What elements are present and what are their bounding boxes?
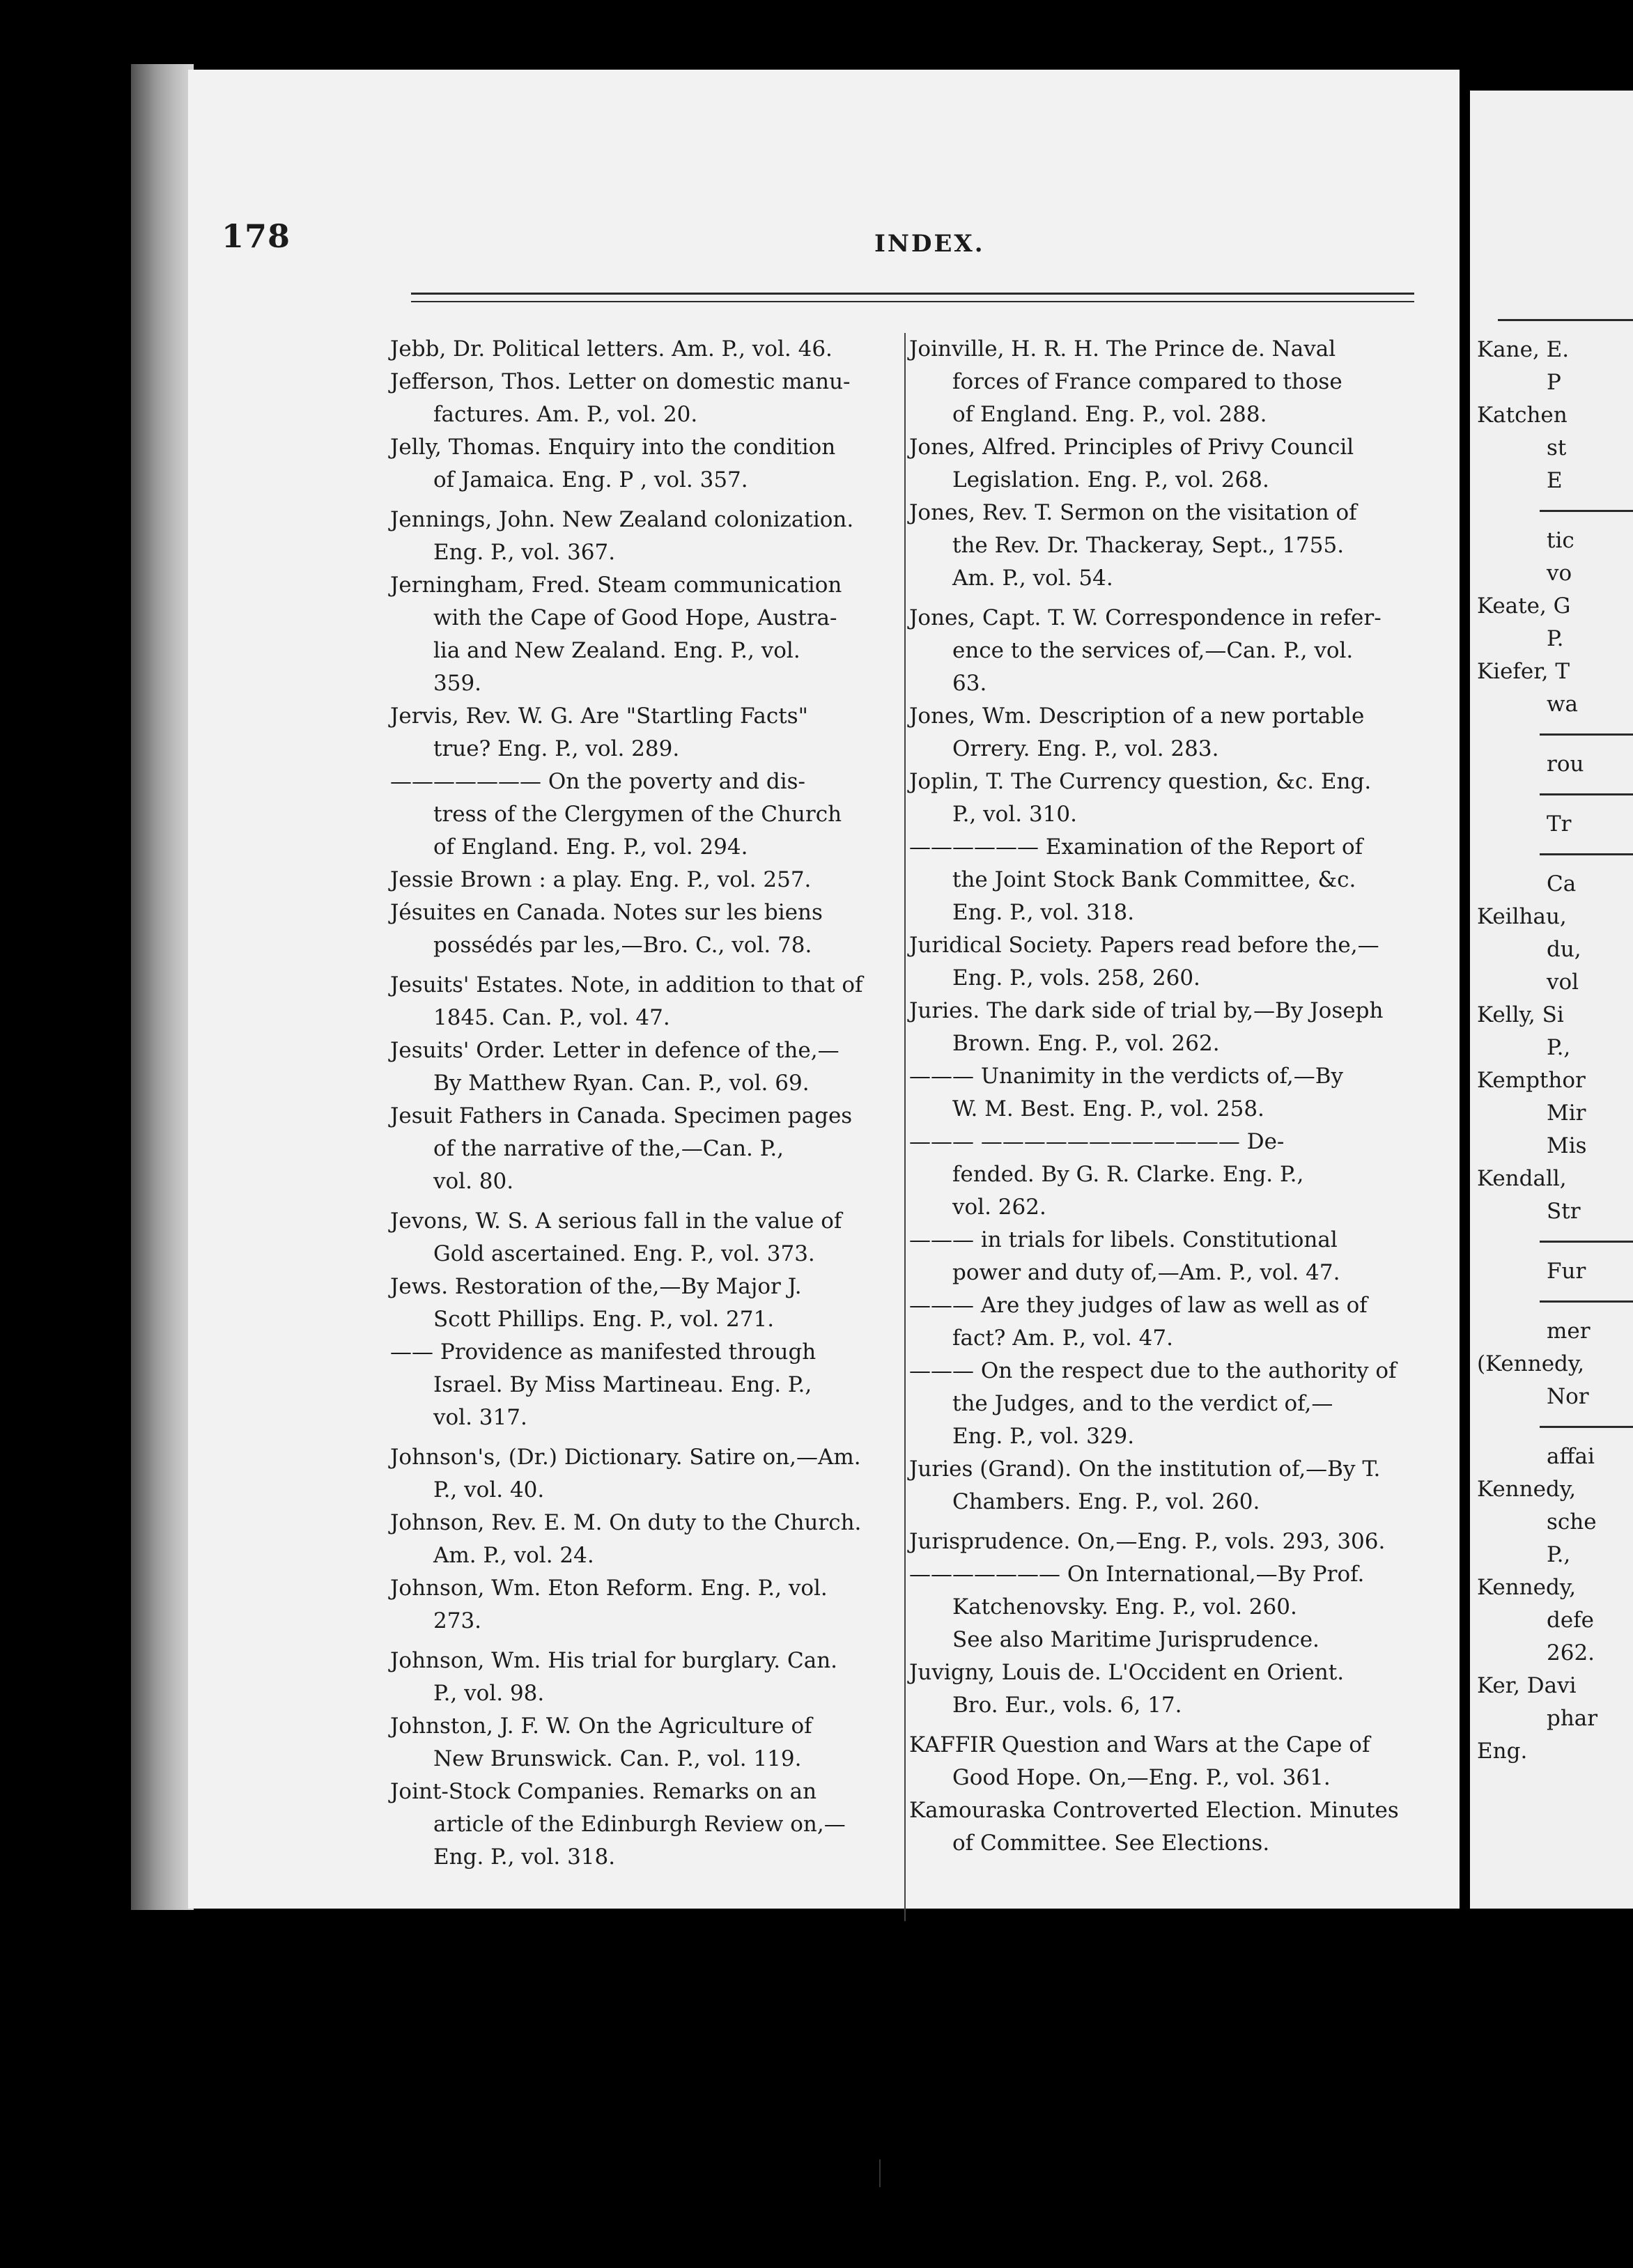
- index-entry-heading: Jones, Wm. Description of a new portable: [909, 704, 1365, 729]
- header-rule: [411, 293, 1414, 295]
- index-entry-continuation: W. M. Best. Eng. P., vol. 258.: [952, 1096, 1264, 1121]
- facing-page-continuation: du,: [1547, 937, 1581, 962]
- facing-page-entry: Kane, E.: [1477, 337, 1570, 362]
- index-entry-heading: ——————— On the poverty and dis-: [390, 769, 806, 794]
- index-entry-continuation: of England. Eng. P., vol. 288.: [952, 402, 1267, 427]
- index-entry-continuation: Good Hope. On,—Eng. P., vol. 361.: [952, 1765, 1331, 1790]
- index-entry-continuation: Bro. Eur., vols. 6, 17.: [952, 1693, 1182, 1718]
- index-entry-continuation: Eng. P., vols. 258, 260.: [952, 965, 1200, 991]
- facing-page-entry: Kelly, Si: [1477, 1002, 1564, 1027]
- facing-page-continuation: Tr: [1547, 811, 1572, 837]
- index-entry: [390, 431, 899, 497]
- index-entry: [909, 1289, 1421, 1355]
- facing-page-continuation: defe: [1547, 1608, 1595, 1633]
- index-entry-continuation: forces of France compared to those: [952, 369, 1342, 394]
- index-entry: [390, 1336, 899, 1434]
- facing-page-entry: Ker, Davi: [1477, 1673, 1577, 1698]
- book-binding-edge: [131, 64, 194, 1910]
- index-entry-heading: Jefferson, Thos. Letter on domestic manu-: [390, 369, 851, 394]
- index-entry-continuation: Eng. P., vol. 329.: [952, 1424, 1135, 1449]
- index-entry-continuation: of Jamaica. Eng. P , vol. 357.: [433, 467, 748, 492]
- index-entry-heading: —— Providence as manifested through: [390, 1339, 816, 1365]
- facing-page-entry: Kiefer, T: [1477, 659, 1570, 684]
- index-entry-continuation: vol. 262.: [952, 1195, 1046, 1220]
- facing-page-continuation: sche: [1547, 1509, 1597, 1535]
- facing-page-rule: [1540, 1300, 1633, 1303]
- index-entry: [390, 333, 899, 366]
- facing-page-continuation: st: [1547, 435, 1567, 460]
- index-entry-continuation: fended. By G. R. Clarke. Eng. P.,: [952, 1162, 1304, 1187]
- index-entry: [390, 1645, 899, 1710]
- facing-page-entry: Kennedy,: [1477, 1477, 1577, 1502]
- facing-page-entry: Keate, G: [1477, 593, 1571, 619]
- index-entry-heading: Jerningham, Fred. Steam communication: [390, 573, 842, 598]
- facing-page-rule: [1498, 319, 1633, 321]
- index-entry: [909, 1525, 1421, 1558]
- index-entry-heading: —————— Examination of the Report of: [909, 834, 1363, 860]
- facing-page-continuation: rou: [1547, 752, 1584, 777]
- index-entry-continuation: Eng. P., vol. 367.: [433, 540, 616, 565]
- index-entry-continuation: the Judges, and to the verdict of,—: [952, 1391, 1333, 1416]
- index-entry-continuation: 359.: [433, 671, 482, 696]
- index-entry-continuation: New Brunswick. Can. P., vol. 119.: [433, 1746, 802, 1771]
- index-entry: [390, 1271, 899, 1336]
- index-entry: [390, 1572, 899, 1638]
- index-entry: [909, 1355, 1421, 1453]
- index-entry: [390, 864, 899, 896]
- index-entry: [909, 1729, 1421, 1794]
- index-entry-heading: Jurisprudence. On,—Eng. P., vols. 293, 306.: [909, 1529, 1386, 1554]
- index-entry: [390, 1100, 899, 1198]
- index-entry-heading: ——— Unanimity in the verdicts of,—By: [909, 1064, 1343, 1089]
- facing-page-continuation: Mir: [1547, 1101, 1586, 1126]
- index-entry: [390, 1034, 899, 1100]
- index-entry-heading: ——— On the respect due to the authority of: [909, 1358, 1397, 1383]
- index-entry: [390, 366, 899, 431]
- index-entry-heading: ——— Are they judges of law as well as of: [909, 1293, 1368, 1318]
- facing-page-continuation: Nor: [1547, 1384, 1589, 1409]
- index-entry-heading: Jesuits' Order. Letter in defence of the,—: [390, 1038, 839, 1063]
- index-entry-continuation: By Matthew Ryan. Can. P., vol. 69.: [433, 1071, 810, 1096]
- facing-page-entry: Kennedy,: [1477, 1575, 1577, 1600]
- facing-page-continuation: P.,: [1547, 1542, 1571, 1567]
- facing-page-continuation: 262.: [1547, 1640, 1595, 1665]
- index-entry-continuation: true? Eng. P., vol. 289.: [433, 736, 680, 761]
- facing-page-entry: Katchen: [1477, 403, 1568, 428]
- index-entry-continuation: vol. 317.: [433, 1405, 527, 1430]
- index-entry-heading: Joint-Stock Companies. Remarks on an: [390, 1779, 817, 1804]
- index-entry-heading: Juries (Grand). On the institution of,—By T.: [909, 1457, 1381, 1482]
- index-entry-heading: Johnston, J. F. W. On the Agriculture of: [390, 1714, 812, 1739]
- index-entry: [390, 969, 899, 1034]
- index-entry: [390, 1441, 899, 1507]
- index-entry-continuation: 1845. Can. P., vol. 47.: [433, 1005, 670, 1030]
- index-entry-heading: Joinville, H. R. H. The Prince de. Naval: [909, 336, 1336, 362]
- index-entry: [909, 1126, 1421, 1224]
- index-entry: [909, 1558, 1421, 1656]
- index-entry: [909, 1794, 1421, 1860]
- index-entry-continuation: ence to the services of,—Can. P., vol.: [952, 638, 1354, 663]
- index-entry-continuation: article of the Edinburgh Review on,—: [433, 1812, 846, 1837]
- facing-page-continuation: wa: [1547, 692, 1579, 717]
- index-entry: [909, 1060, 1421, 1126]
- facing-page-continuation: P.,: [1547, 1035, 1571, 1060]
- index-entry-continuation: P., vol. 98.: [433, 1681, 545, 1706]
- index-entry-heading: Juridical Society. Papers read before the,—: [909, 933, 1379, 958]
- index-entry: [390, 504, 899, 569]
- index-entry-continuation: Chambers. Eng. P., vol. 260.: [952, 1489, 1260, 1514]
- index-entry-continuation: Am. P., vol. 54.: [952, 566, 1113, 591]
- index-entry-continuation: factures. Am. P., vol. 20.: [433, 402, 698, 427]
- header-rule-lower: [411, 301, 1414, 302]
- index-entry-continuation: Brown. Eng. P., vol. 262.: [952, 1031, 1220, 1056]
- index-entry-continuation: the Rev. Dr. Thackeray, Sept., 1755.: [952, 533, 1345, 558]
- index-entry-heading: Johnson, Wm. His trial for burglary. Can.: [390, 1648, 838, 1673]
- index-entry-heading: Juries. The dark side of trial by,—By Joseph: [909, 998, 1384, 1023]
- index-entry-heading: Joplin, T. The Currency question, &c. Eng.: [909, 769, 1372, 794]
- index-entry: [390, 569, 899, 700]
- facing-page-entry: Kendall,: [1477, 1166, 1567, 1191]
- index-entry-heading: Jésuites en Canada. Notes sur les biens: [390, 900, 823, 925]
- index-entry-continuation: Eng. P., vol. 318.: [433, 1844, 616, 1870]
- facing-page-rule: [1540, 1426, 1633, 1428]
- index-entry-continuation: of England. Eng. P., vol. 294.: [433, 834, 748, 860]
- index-entry-continuation: Eng. P., vol. 318.: [952, 900, 1135, 925]
- index-entry-continuation: possédés par les,—Bro. C., vol. 78.: [433, 933, 812, 958]
- facing-page-continuation: Mis: [1547, 1133, 1587, 1158]
- facing-page-continuation: vo: [1547, 561, 1572, 586]
- index-entry-continuation: tress of the Clergymen of the Church: [433, 802, 842, 827]
- index-entry-heading: Jesuits' Estates. Note, in addition to that of: [390, 972, 863, 997]
- index-entry: [909, 497, 1421, 595]
- index-entry-continuation: the Joint Stock Bank Committee, &c.: [952, 867, 1356, 892]
- index-entry: [909, 1224, 1421, 1289]
- facing-page-continuation: P: [1547, 370, 1561, 395]
- facing-page-continuation: Str: [1547, 1199, 1581, 1224]
- index-entry-heading: Juvigny, Louis de. L'Occident en Orient.: [909, 1660, 1345, 1685]
- index-entry-heading: Jesuit Fathers in Canada. Specimen pages: [390, 1103, 853, 1128]
- index-entry: [390, 1507, 899, 1572]
- index-entry-continuation: Orrery. Eng. P., vol. 283.: [952, 736, 1219, 761]
- index-entry-continuation: See also Maritime Jurisprudence.: [952, 1627, 1319, 1652]
- index-entry-continuation: of Committee. See Elections.: [952, 1831, 1270, 1856]
- index-entry-heading: ——— ———————————— De-: [909, 1129, 1285, 1154]
- facing-page-continuation: mer: [1547, 1319, 1591, 1344]
- index-entry-continuation: P., vol. 40.: [433, 1477, 545, 1502]
- index-entry-continuation: vol. 80.: [433, 1169, 514, 1194]
- index-entry: [390, 1776, 899, 1874]
- index-entry-continuation: of the narrative of the,—Can. P.,: [433, 1136, 784, 1161]
- index-entry: [909, 333, 1421, 431]
- index-entry-heading: Kamouraska Controverted Election. Minutes: [909, 1798, 1399, 1823]
- page-number: 178: [222, 217, 291, 255]
- index-entry: [909, 831, 1421, 929]
- facing-page-continuation: tic: [1547, 528, 1574, 553]
- index-entry-heading: Jennings, John. New Zealand colonization.: [390, 507, 854, 532]
- index-column-right: [909, 333, 1421, 1860]
- index-entry: [909, 602, 1421, 700]
- index-entry-continuation: P., vol. 310.: [952, 802, 1077, 827]
- index-entry-continuation: 273.: [433, 1608, 482, 1633]
- index-entry-continuation: power and duty of,—Am. P., vol. 47.: [952, 1260, 1340, 1285]
- index-entry: [909, 995, 1421, 1060]
- index-entry-heading: Johnson's, (Dr.) Dictionary. Satire on,—Am.: [390, 1445, 861, 1470]
- index-entry-heading: ——————— On International,—By Prof.: [909, 1562, 1365, 1587]
- index-entry-continuation: Am. P., vol. 24.: [433, 1543, 594, 1568]
- facing-page-continuation: phar: [1547, 1706, 1598, 1731]
- index-entry: [909, 766, 1421, 831]
- facing-page-entry: (Kennedy,: [1477, 1351, 1585, 1376]
- index-entry-continuation: Israel. By Miss Martineau. Eng. P.,: [433, 1372, 812, 1397]
- facing-page-entry: Kempthor: [1477, 1068, 1586, 1093]
- index-entry-heading: ——— in trials for libels. Constitutional: [909, 1227, 1338, 1252]
- index-entry-heading: Jones, Rev. T. Sermon on the visitation of: [909, 500, 1357, 525]
- index-entry: [909, 700, 1421, 766]
- facing-page-rule: [1540, 1241, 1633, 1243]
- index-entry-heading: Jelly, Thomas. Enquiry into the condition: [390, 435, 836, 460]
- facing-page-rule: [1540, 510, 1633, 512]
- index-entry-heading: Jews. Restoration of the,—By Major J.: [390, 1274, 802, 1299]
- index-entry: [909, 929, 1421, 995]
- scan-mark: [879, 2159, 881, 2187]
- facing-page-continuation: vol: [1547, 970, 1579, 995]
- index-entry-heading: Jervis, Rev. W. G. Are "Startling Facts": [390, 704, 808, 729]
- index-entry: [390, 766, 899, 864]
- index-entry-continuation: fact? Am. P., vol. 47.: [952, 1326, 1173, 1351]
- index-entry-continuation: Katchenovsky. Eng. P., vol. 260.: [952, 1594, 1297, 1620]
- facing-page-rule: [1540, 793, 1633, 795]
- index-entry-heading: Jessie Brown : a play. Eng. P., vol. 257.: [390, 867, 812, 892]
- facing-page-rule: [1540, 733, 1633, 736]
- facing-page-continuation: P.: [1547, 626, 1564, 651]
- running-head: INDEX.: [874, 230, 985, 258]
- index-entry: [909, 1453, 1421, 1519]
- index-entry-continuation: Legislation. Eng. P., vol. 268.: [952, 467, 1269, 492]
- index-entry: [390, 1710, 899, 1776]
- index-entry: [390, 896, 899, 962]
- index-entry: [909, 1656, 1421, 1722]
- facing-page-entry: Eng.: [1477, 1739, 1528, 1764]
- facing-page-entry: Keilhau,: [1477, 904, 1567, 929]
- facing-page-lines: [1470, 334, 1633, 1768]
- index-entry-continuation: Gold ascertained. Eng. P., vol. 373.: [433, 1241, 815, 1266]
- index-entry-heading: Jones, Capt. T. W. Correspondence in refer-: [909, 605, 1382, 630]
- index-entry-heading: Johnson, Rev. E. M. On duty to the Church.: [390, 1510, 862, 1535]
- index-entry: [909, 431, 1421, 497]
- facing-page-continuation: affai: [1547, 1444, 1595, 1469]
- index-column-left: [390, 333, 899, 1874]
- facing-page-rule: [1540, 853, 1633, 855]
- index-entry-continuation: lia and New Zealand. Eng. P., vol.: [433, 638, 800, 663]
- index-entry-heading: Jones, Alfred. Principles of Privy Council: [909, 435, 1354, 460]
- index-entry-continuation: with the Cape of Good Hope, Austra-: [433, 605, 837, 630]
- index-entry-heading: Jebb, Dr. Political letters. Am. P., vol. 46.: [390, 336, 833, 362]
- index-entry-heading: KAFFIR Question and Wars at the Cape of: [909, 1732, 1370, 1757]
- index-entry: [390, 700, 899, 766]
- column-divider: [904, 333, 906, 1921]
- facing-page-continuation: Fur: [1547, 1259, 1586, 1284]
- index-entry-heading: Johnson, Wm. Eton Reform. Eng. P., vol.: [390, 1576, 828, 1601]
- index-entry-continuation: 63.: [952, 671, 987, 696]
- facing-page-continuation: E: [1547, 468, 1563, 493]
- facing-page-fragment: [1470, 91, 1633, 1909]
- index-entry-heading: Jevons, W. S. A serious fall in the value of: [390, 1209, 842, 1234]
- index-entry: [390, 1205, 899, 1271]
- index-entry-continuation: Scott Phillips. Eng. P., vol. 271.: [433, 1307, 775, 1332]
- facing-page-continuation: Ca: [1547, 871, 1577, 896]
